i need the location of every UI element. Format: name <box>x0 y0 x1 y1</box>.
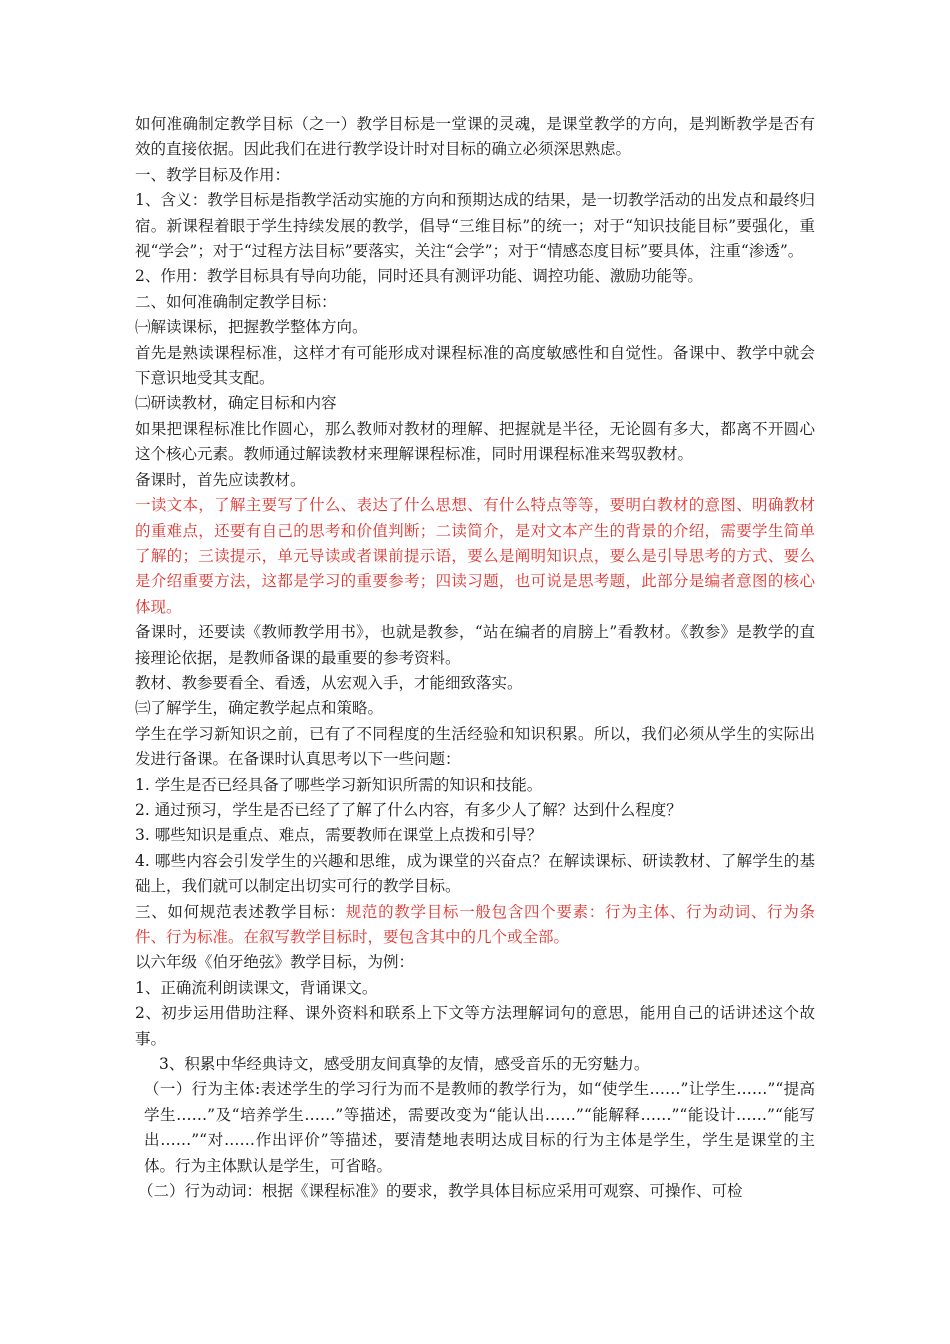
heading-section-3 <box>135 900 815 951</box>
paragraph-four-readings: 一读文本，了解主要写了什么、表达了什么思想、有什么特点等等，要明白教材的意图、明确教材的重难点，还要有自己的思考和价值判断；二读简介，是对文本产生的背景的介绍，需要学生简单了解的；三读提示，单元导读或者课前提示语，要么是阐明知识点，要么是引导思考的方式、要么是介绍重要方法，这都是学习的重要参考；四读习题，也可说是思考题，此部分是编者意图的核心体现。 <box>135 496 815 616</box>
list-item-question-1: 1. 学生是否已经具备了哪些学习新知识所需的知识和技能。 <box>135 775 543 794</box>
paragraph-behavior-subject: （一）行为主体:表述学生的学习行为而不是教师的教学行为，如“使学生……”让学生……”“提高学生……”及“培养学生……”等描述，需要改变为“能认出……”“能解释……”“能设计……”“能写出……”“对……作出评价”等描述，要清楚地表明达成目标的行为主体是学生，学生是课堂的主体。行为主体默认是学生，可省略。 <box>144 1080 815 1175</box>
paragraph-intro: 如何准确制定教学目标（之一）教学目标是一堂课的灵魂，是课堂教学的方向，是判断教学是否有效的直接依据。因此我们在进行教学设计时对目标的确立必须深思熟虑。 <box>135 115 815 159</box>
document-body <box>135 112 815 1204</box>
heading-section-1: 一、教学目标及作用： <box>135 165 291 184</box>
paragraph-thorough: 教材、教参要看全、看透，从宏观入手，才能细致落实。 <box>135 673 523 692</box>
heading-section-3-red-text: 规范的教学目标一般包含四个要素：行为主体、行为动词、行为条件、行为标准。在叙写教学目标时，要包含其中的几个或全部。 <box>135 902 815 946</box>
list-item-question-2: 2. 通过预习，学生是否已经了了解了什么内容，有多少人了解？达到什么程度？ <box>135 800 682 819</box>
list-item-goal-2: 2、初步运用借助注释、课外资料和联系上下文等方法理解词句的意思，能用自己的话讲述这个故事。 <box>135 1004 815 1048</box>
list-item-question-4: 4. 哪些内容会引发学生的兴趣和思维，成为课堂的兴奋点？在解读课标、研读教材、了解学生的基础上，我们就可以制定出切实可行的教学目标。 <box>135 851 815 896</box>
paragraph-standards: 首先是熟读课程标准，这样才有可能形成对课程标准的高度敏感性和自觉性。备课中、教学中就会下意识地受其支配。 <box>135 343 815 388</box>
subheading-2: ㈡研读教材，确定目标和内容 <box>135 394 337 413</box>
heading-section-3-label: 三、如何规范表述教学目标： <box>135 902 346 921</box>
list-item-question-3: 3. 哪些知识是重点、难点，需要教师在课堂上点拨和引导？ <box>135 826 543 845</box>
subheading-1: ㈠解读课标，把握教学整体方向。 <box>135 318 368 337</box>
subheading-3: ㈢了解学生，确定教学起点和策略。 <box>135 699 384 718</box>
list-item-goal-3: 3、积累中华经典诗文，感受朋友间真挚的友情，感受音乐的无穷魅力。 <box>159 1055 650 1074</box>
paragraph-students: 学生在学习新知识之前，已有了不同程度的生活经验和知识积累。所以，我们必须从学生的实际出发进行备课。在备课时认真思考以下一些问题： <box>135 724 815 769</box>
paragraph-prep: 备课时，首先应读教材。 <box>135 470 306 489</box>
paragraph-definition: 1、含义：教学目标是指教学活动实施的方向和预期达成的结果，是一切教学活动的出发点和最终归宿。新课程着眼于学生持续发展的教学，倡导“三维目标”的统一；对于“知识技能目标”要强化，重视“学会”；对于“过程方法目标”要落实，关注“会学”；对于“情感态度目标”要具体，注重“渗透”。 <box>135 191 815 261</box>
paragraph-example-intro: 以六年级《伯牙绝弦》教学目标，为例： <box>135 953 415 972</box>
heading-section-2: 二、如何准确制定教学目标： <box>135 292 337 311</box>
list-item-goal-1: 1、正确流利朗读课文，背诵课文。 <box>135 978 378 997</box>
paragraph-textbook: 如果把课程标准比作圆心，那么教师对教材的理解、把握就是半径，无论圆有多大，都离不开圆心这个核心元素。教师通过解读教材来理解课程标准，同时用课程标准来驾驭教材。 <box>135 419 815 464</box>
paragraph-teacher-book: 备课时，还要读《教师教学用书》，也就是教参，“站在编者的肩膀上”看教材。《教参》是教学的直接理论依据，是教师备课的最重要的参考资料。 <box>135 623 815 667</box>
paragraph-behavior-verb: （二）行为动词：根据《课程标准》的要求，教学具体目标应采用可观察、可操作、可检 <box>138 1182 743 1201</box>
paragraph-function: 2、作用：教学目标具有导向功能，同时还具有测评功能、调控功能、激励功能等。 <box>135 267 703 286</box>
